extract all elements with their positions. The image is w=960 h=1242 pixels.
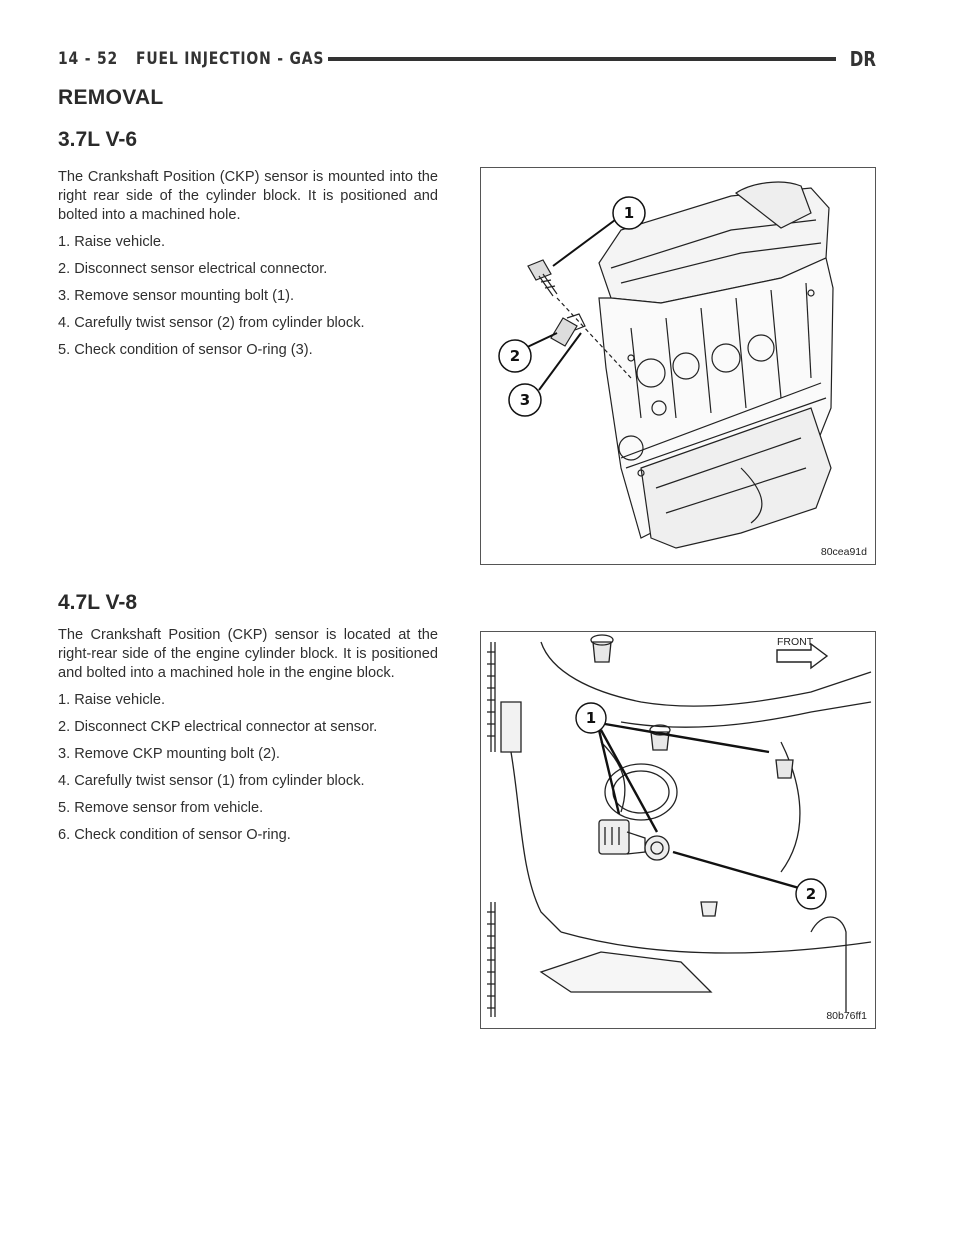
v8-step: 1. Raise vehicle.	[58, 692, 166, 708]
v6-step: 4. Carefully twist sensor (2) from cylinder block.	[58, 315, 365, 331]
section-title: REMOVAL	[58, 86, 164, 109]
page-number: 14 - 52	[58, 49, 119, 69]
v6-step-list	[58, 233, 438, 360]
v6-step: 3. Remove sensor mounting bolt (1).	[58, 288, 295, 304]
v8-text	[58, 626, 438, 853]
v6-figure-id: 80cea91d	[820, 546, 867, 558]
v6-step: 2. Disconnect sensor electrical connector.	[58, 261, 328, 277]
v6-callout-1: 1	[623, 204, 635, 222]
v6-step: 1. Raise vehicle.	[58, 234, 166, 250]
chapter-title: FUEL INJECTION - GAS	[136, 49, 325, 69]
v6-intro: The Crankshaft Position (CKP) sensor is mounted into the right rear side of the cylinder block. It is positioned and bolted into a machined hole.	[58, 169, 438, 223]
v6-callout-2: 2	[509, 347, 521, 365]
v8-step: 5. Remove sensor from vehicle.	[58, 800, 264, 816]
v8-callout-1: 1	[585, 709, 597, 727]
v8-step-list	[58, 691, 438, 845]
v8-callout-2: 2	[805, 885, 817, 903]
v6-heading: 3.7L V-6	[58, 128, 137, 151]
v8-figure-id: 80b76ff1	[826, 1010, 867, 1022]
page-header	[58, 44, 876, 74]
v6-engine-figure	[480, 167, 876, 565]
header-rule	[328, 57, 836, 61]
model-code: DR	[849, 47, 876, 71]
v8-engine-illustration	[481, 632, 875, 1028]
v8-intro: The Crankshaft Position (CKP) sensor is located at the right-rear side of the engine cylinder block. It is positioned and bolted into a machined hole in the engine block.	[58, 627, 438, 681]
v8-step: 3. Remove CKP mounting bolt (2).	[58, 746, 280, 762]
v6-engine-illustration	[481, 168, 875, 564]
front-direction-label: FRONT	[777, 636, 814, 648]
v6-callout-3: 3	[519, 391, 531, 409]
v8-engine-figure	[480, 631, 876, 1029]
v8-step: 4. Carefully twist sensor (1) from cylinder block.	[58, 773, 365, 789]
v6-text	[58, 168, 438, 368]
v6-step: 5. Check condition of sensor O-ring (3).	[58, 342, 313, 358]
v8-step: 6. Check condition of sensor O-ring.	[58, 827, 291, 843]
v8-heading: 4.7L V-8	[58, 591, 137, 614]
v8-step: 2. Disconnect CKP electrical connector at sensor.	[58, 719, 378, 735]
